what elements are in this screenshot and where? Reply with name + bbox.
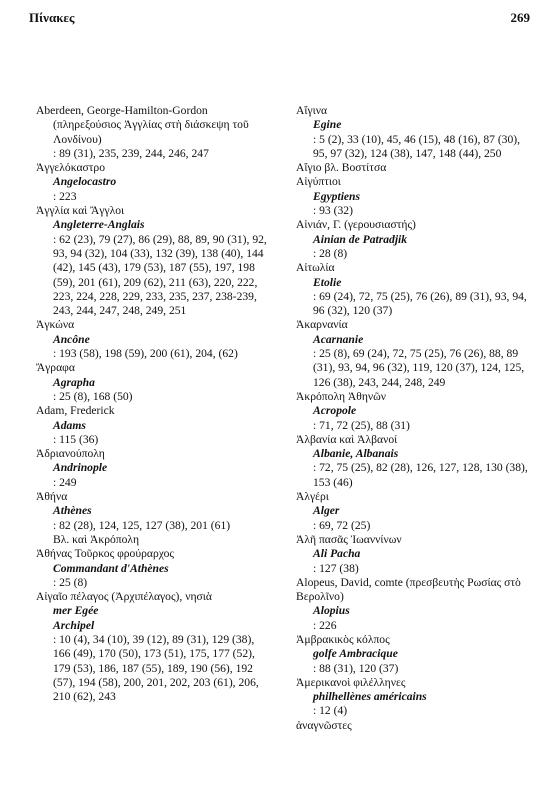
entry-french-name: Agrapha — [53, 375, 95, 389]
entry-page-refs: : 88 (31), 120 (37) — [313, 661, 399, 675]
entry-french-name: Acarnanie — [313, 332, 364, 346]
entry-heading: Ἀμερικανοὶ φιλέλληνες — [296, 675, 406, 689]
index-entry — [36, 547, 271, 590]
entry-french-name: Ali Pacha — [313, 547, 361, 561]
entry-french-name: Commandant d'Athènes — [53, 561, 169, 575]
entry-heading: Ἀγγελόκαστρο — [36, 161, 106, 175]
index-entry — [296, 719, 532, 733]
index-entry — [296, 390, 532, 433]
entry-heading: Ἀλβανία καὶ Ἀλβανοί — [296, 432, 398, 446]
entry-note: (πληρεξούσιος Ἀγγλίας στὴ διάσκεψη τοῦ Λονδίνου) — [53, 118, 249, 146]
entry-page-refs: : 223 — [53, 189, 77, 203]
entry-page-refs: : 25 (8) — [53, 575, 88, 589]
entry-heading: Ἀκαρνανία — [296, 318, 348, 332]
entry-heading: Ἀγγλία καὶ Ἄγγλοι — [36, 204, 125, 218]
entry-heading: Ἄγραφα — [36, 361, 75, 375]
entry-french-name: Alopius — [313, 604, 350, 618]
page-header — [29, 10, 530, 26]
entry-page-refs: : 62 (23), 79 (27), 86 (29), 88, 89, 90 (31), 92, 93, 94 (32), 104 (33), 132 (39), 138 (40), 144 (42), 145 (43), 179 (53), 187 (55), 197, 198 (59), 201 (61), 209 (62), 211 (63), 220, 222, 223, 224, 228, 229, 233, 235, 237, 238-239, 243, 244, 247, 248, 249, 251 — [53, 232, 267, 318]
entry-heading: Ἀλγέρι — [296, 490, 329, 504]
entry-page-refs: : 12 (4) — [313, 704, 348, 718]
entry-french-name: Angelocastro — [53, 175, 117, 189]
entry-page-refs: : 25 (8), 168 (50) — [53, 389, 133, 403]
entry-heading: Ἀθήνα — [36, 490, 68, 504]
entry-page-refs: : 25 (8), 69 (24), 72, 75 (25), 76 (26), 88, 89 (31), 93, 94, 96 (32), 119, 120 (37), 124, 125, 126 (38), 243, 244, 248, 249 — [313, 347, 525, 389]
index-column-right — [296, 104, 532, 733]
entry-page-refs: : 71, 72 (25), 88 (31) — [313, 418, 410, 432]
index-entry — [36, 361, 271, 404]
entry-page-refs: : 82 (28), 124, 125, 127 (38), 201 (61) — [53, 518, 231, 532]
entry-page-refs: : 249 — [53, 475, 77, 489]
entry-french-name: Ancône — [53, 332, 90, 346]
entry-french-name: Angleterre-Anglais — [53, 218, 145, 232]
entry-french-name: Ainian de Patradjik — [313, 232, 408, 246]
index-entry — [296, 104, 532, 161]
entry-french-name: Egyptiens — [313, 189, 361, 203]
index-entry — [296, 676, 532, 719]
entry-heading: Ἀγκώνα — [36, 318, 75, 332]
entry-french-name: Albanie, Albanais — [313, 447, 399, 461]
index-entry — [296, 261, 532, 318]
index-entry — [296, 161, 532, 175]
index-entry — [296, 490, 532, 533]
entry-heading: Αἰτωλία — [296, 261, 335, 275]
entry-french-name: golfe Ambracique — [313, 647, 398, 661]
running-title: Πίνακες — [29, 10, 75, 25]
index-entry — [36, 204, 271, 318]
entry-heading: Ἀμβρακικὸς κόλπος — [296, 632, 390, 646]
entry-heading: Aberdeen, George-Hamilton-Gordon — [36, 104, 208, 117]
entry-french-name: Alger — [313, 504, 340, 518]
entry-page-refs: : 10 (4), 34 (10), 39 (12), 89 (31), 129 (38), 166 (49), 170 (50), 173 (51), 175, 177 (52), 179 (53), 186, 187 (55), 189, 190 (56), 192 (57), 194 (58), 200, 201, 202, 203 (61), 206, 210 (62), 243 — [53, 632, 259, 704]
entry-french-name: philhellènes américains — [313, 690, 427, 704]
entry-page-refs: : 93 (32) — [313, 204, 353, 218]
entry-page-refs: : 28 (8) — [313, 246, 348, 260]
entry-page-refs: : 69, 72 (25) — [313, 518, 371, 532]
index-entry — [296, 175, 532, 218]
entry-french-name: Andrinople — [53, 461, 108, 475]
entry-heading: Αἰνιάν, Γ. (γερουσιαστής) — [296, 218, 416, 232]
entry-heading: Alopeus, David, comte (πρεσβευτὴς Ρωσίας στὸ Βερολῖνο) — [296, 575, 521, 604]
entry-heading: Ἀκρόπολη Ἀθηνῶν — [296, 389, 387, 403]
entry-french-name: Acropole — [313, 404, 357, 418]
index-entry — [36, 318, 271, 361]
entry-page-refs: : 127 (38) — [313, 561, 359, 575]
entry-page-refs: : 72, 75 (25), 82 (28), 126, 127, 128, 130 (38), 153 (46) — [313, 461, 528, 489]
entry-heading: Adam, Frederick — [36, 404, 115, 418]
index-entry — [36, 161, 271, 204]
entry-french-name: Egine — [313, 118, 342, 132]
index-entry — [296, 533, 532, 576]
entry-heading: Αἴγινα — [296, 104, 328, 117]
index-entry — [296, 218, 532, 261]
entry-french-name: Etolie — [313, 275, 342, 289]
index-entry — [36, 447, 271, 490]
index-entry — [296, 633, 532, 676]
entry-heading: ἀναγνῶστες — [296, 718, 352, 732]
entry-heading: Αἰγύπτιοι — [296, 175, 341, 189]
entry-french-name: Adams — [53, 418, 86, 432]
index-entry — [296, 433, 532, 490]
index-entry — [36, 590, 271, 704]
entry-page-refs: : 226 — [313, 618, 337, 632]
index-entry — [36, 104, 271, 161]
entry-page-refs: : 5 (2), 33 (10), 45, 46 (15), 48 (16), 87 (30), 95, 97 (32), 124 (38), 147, 148 (44), 250 — [313, 132, 521, 160]
entry-heading: Ἀδριανούπολη — [36, 447, 105, 461]
entry-french-name: Archipel — [53, 618, 95, 632]
entry-see-also: Βλ. καὶ Ἀκρόπολη — [53, 532, 140, 546]
entry-french-name: Athènes — [53, 504, 92, 518]
entry-page-refs: : 115 (36) — [53, 432, 99, 446]
entry-heading: Αἴγιο βλ. Βοστίτσα — [296, 161, 387, 175]
index-entry — [296, 318, 532, 389]
index-column-left — [36, 104, 271, 704]
entry-page-refs: : 69 (24), 72, 75 (25), 76 (26), 89 (31), 93, 94, 96 (32), 120 (37) — [313, 289, 527, 318]
entry-page-refs: : 193 (58), 198 (59), 200 (61), 204, (62) — [53, 347, 238, 361]
page-number: 269 — [510, 10, 530, 25]
entry-heading: Ἀλῆ πασᾶς Ἰωαννίνων — [296, 532, 402, 546]
index-entry — [296, 576, 532, 633]
entry-page-refs: : 89 (31), 235, 239, 244, 246, 247 — [53, 146, 209, 160]
entry-heading: Ἀθήνας Τοῦρκος φρούραρχος — [36, 547, 175, 561]
entry-french-name: mer Egée — [53, 604, 99, 618]
index-entry — [36, 490, 271, 547]
index-entry — [36, 404, 271, 447]
entry-heading: Αἰγαῖο πέλαγος (Ἀρχιπέλαγος), νησιὰ — [36, 590, 212, 604]
